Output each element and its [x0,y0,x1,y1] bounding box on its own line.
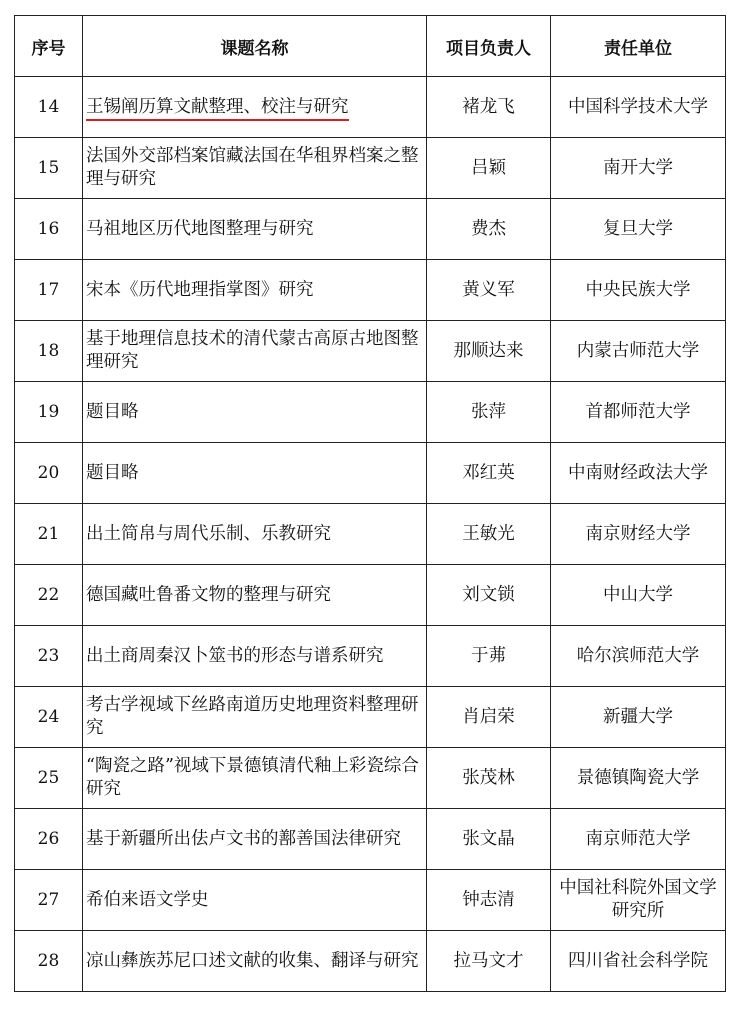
row-leader: 肖启荣 [427,687,551,748]
table-row [15,443,726,504]
row-index: 15 [15,138,83,199]
row-leader: 拉马文才 [427,931,551,992]
row-index: 21 [15,504,83,565]
row-title: 法国外交部档案馆藏法国在华租界档案之整理与研究 [83,138,427,199]
table-row [15,199,726,260]
row-title: 题目略 [83,443,427,504]
row-leader: 王敏光 [427,504,551,565]
row-leader: 张萍 [427,382,551,443]
row-leader: 张茂林 [427,748,551,809]
table-row [15,809,726,870]
row-unit: 首都师范大学 [551,382,726,443]
row-unit: 中山大学 [551,565,726,626]
row-title: 出土商周秦汉卜筮书的形态与谱系研究 [83,626,427,687]
row-unit: 新疆大学 [551,687,726,748]
table-row [15,260,726,321]
row-unit: 四川省社会科学院 [551,931,726,992]
row-title: 马祖地区历代地图整理与研究 [83,199,427,260]
row-title: 出土简帛与周代乐制、乐教研究 [83,504,427,565]
table-row [15,321,726,382]
row-unit: 中央民族大学 [551,260,726,321]
row-unit: 南京财经大学 [551,504,726,565]
row-index: 20 [15,443,83,504]
row-leader: 于茀 [427,626,551,687]
row-title: 希伯来语文学史 [83,870,427,931]
row-title: 德国藏吐鲁番文物的整理与研究 [83,565,427,626]
underlined-title: 王锡阐历算文献整理、校注与研究 [86,97,349,121]
row-index: 28 [15,931,83,992]
table-row [15,565,726,626]
row-leader: 钟志清 [427,870,551,931]
table-row [15,687,726,748]
table-row [15,870,726,931]
row-leader: 那顺达来 [427,321,551,382]
row-title: 题目略 [83,382,427,443]
table-row [15,748,726,809]
row-leader: 费杰 [427,199,551,260]
row-title: 基于新疆所出佉卢文书的鄯善国法律研究 [83,809,427,870]
row-index: 24 [15,687,83,748]
row-leader: 邓红英 [427,443,551,504]
row-leader: 黄义军 [427,260,551,321]
row-title: 基于地理信息技术的清代蒙古高原古地图整理研究 [83,321,427,382]
row-unit: 景德镇陶瓷大学 [551,748,726,809]
row-unit: 哈尔滨师范大学 [551,626,726,687]
row-title: “陶瓷之路”视域下景德镇清代釉上彩瓷综合研究 [83,748,427,809]
row-unit: 中国社科院外国文学研究所 [551,870,726,931]
row-title: 宋本《历代地理指掌图》研究 [83,260,427,321]
row-index: 23 [15,626,83,687]
table-row [15,931,726,992]
row-index: 25 [15,748,83,809]
row-title [83,77,427,138]
row-index: 26 [15,809,83,870]
row-leader: 刘文锁 [427,565,551,626]
header-title: 课题名称 [83,16,427,77]
project-table [14,15,726,992]
row-unit: 内蒙古师范大学 [551,321,726,382]
table-row [15,138,726,199]
row-index: 18 [15,321,83,382]
row-leader: 张文晶 [427,809,551,870]
header-leader: 项目负责人 [427,16,551,77]
row-title: 凉山彝族苏尼口述文献的收集、翻译与研究 [83,931,427,992]
table-row [15,504,726,565]
row-unit: 南京师范大学 [551,809,726,870]
row-unit: 中国科学技术大学 [551,77,726,138]
row-index: 19 [15,382,83,443]
table-row [15,626,726,687]
row-unit: 南开大学 [551,138,726,199]
row-title: 考古学视域下丝路南道历史地理资料整理研究 [83,687,427,748]
table-row [15,77,726,138]
header-row [15,16,726,77]
row-index: 16 [15,199,83,260]
row-leader: 褚龙飞 [427,77,551,138]
row-index: 17 [15,260,83,321]
row-index: 22 [15,565,83,626]
row-leader: 吕颖 [427,138,551,199]
row-index: 14 [15,77,83,138]
header-index: 序号 [15,16,83,77]
row-index: 27 [15,870,83,931]
row-unit: 中南财经政法大学 [551,443,726,504]
header-unit: 责任单位 [551,16,726,77]
table-row [15,382,726,443]
row-unit: 复旦大学 [551,199,726,260]
